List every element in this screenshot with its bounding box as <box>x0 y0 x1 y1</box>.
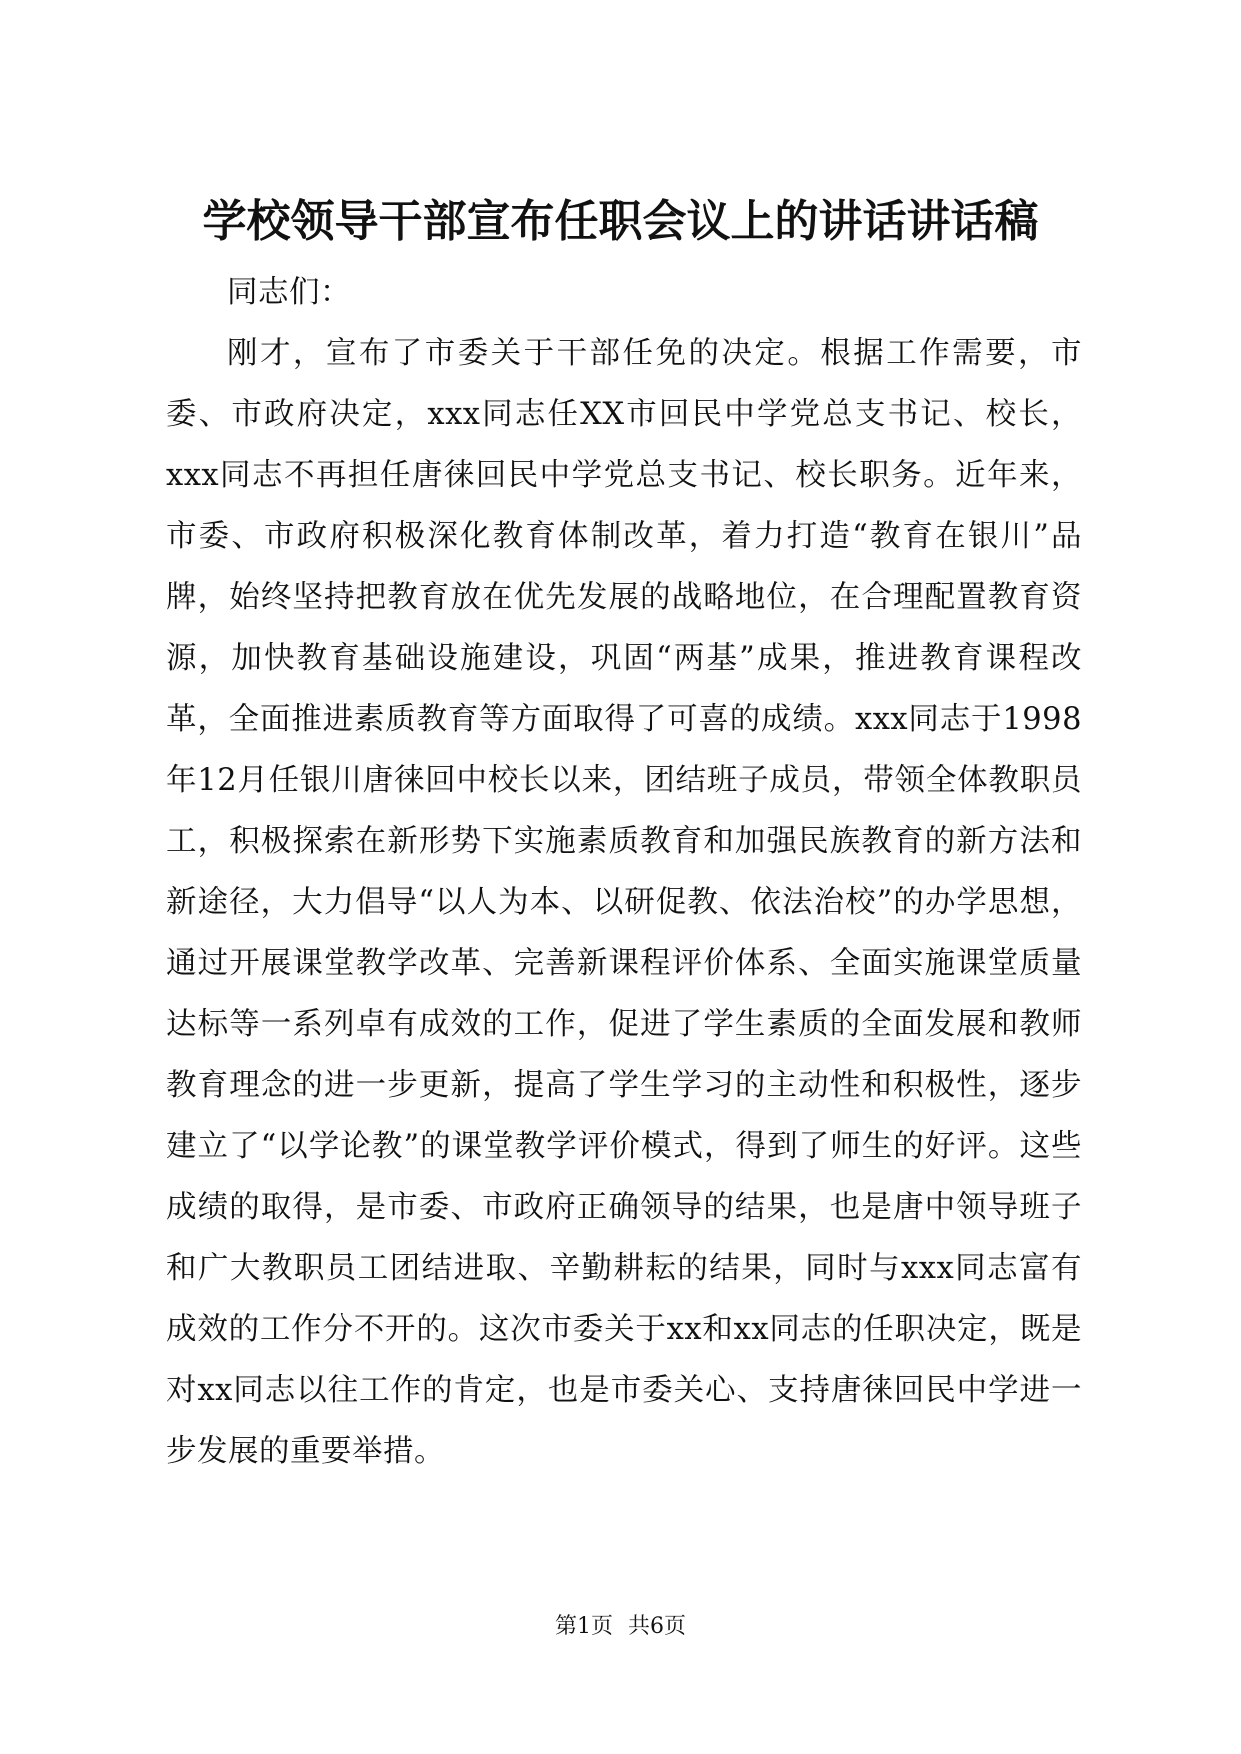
page-number: 第1页 <box>555 1614 613 1639</box>
page-footer <box>0 1612 1241 1642</box>
salutation: 同志们： <box>227 275 351 310</box>
document-title: 学校领导干部宣布任职会议上的讲话讲话稿 <box>202 196 1039 247</box>
body-paragraph: 刚才，宣布了市委关于干部任免的决定。根据工作需要，市委、市政府决定，xxx同志任XX市回民中学党总支书记、校长，xxx同志不再担任唐徕回民中学党总支书记、校长职务。近年来，市委、市政府积极深化教育体制改革，着力打造“教育在银川”品牌，始终坚持把教育放在优先发展的战略地位，在合理配置教育资源，加快教育基础设施建设，巩固“两基”成果，推进教育课程改革，全面推进素质教育等方面取得了可喜的成绩。xxx同志于1998年12月任银川唐徕回中校长以来，团结班子成员，带领全体教职员工，积极探索在新形势下实施素质教育和加强民族教育的新方法和新途径，大力倡导“以人为本、以研促教、依法治校”的办学思想，通过开展课堂教学改革、完善新课程评价体系、全面实施课堂质量达标等一系列卓有成效的工作，促进了学生素质的全面发展和教师教育理念的进一步更新，提高了学生学习的主动性和积极性，逐步建立了“以学论教”的课堂教学评价模式，得到了师生的好评。这些成绩的取得，是市委、市政府正确领导的结果，也是唐中领导班子和广大教职员工团结进取、辛勤耕耘的结果，同时与xxx同志富有成效的工作分不开的。这次市委关于xx和xx同志的任职决定，既是对xx同志以往工作的肯定，也是市委关心、支持唐徕回民中学进一步发展的重要举措。 <box>166 336 1082 1469</box>
document-body <box>166 262 1082 1482</box>
page-total: 共6页 <box>628 1614 686 1639</box>
